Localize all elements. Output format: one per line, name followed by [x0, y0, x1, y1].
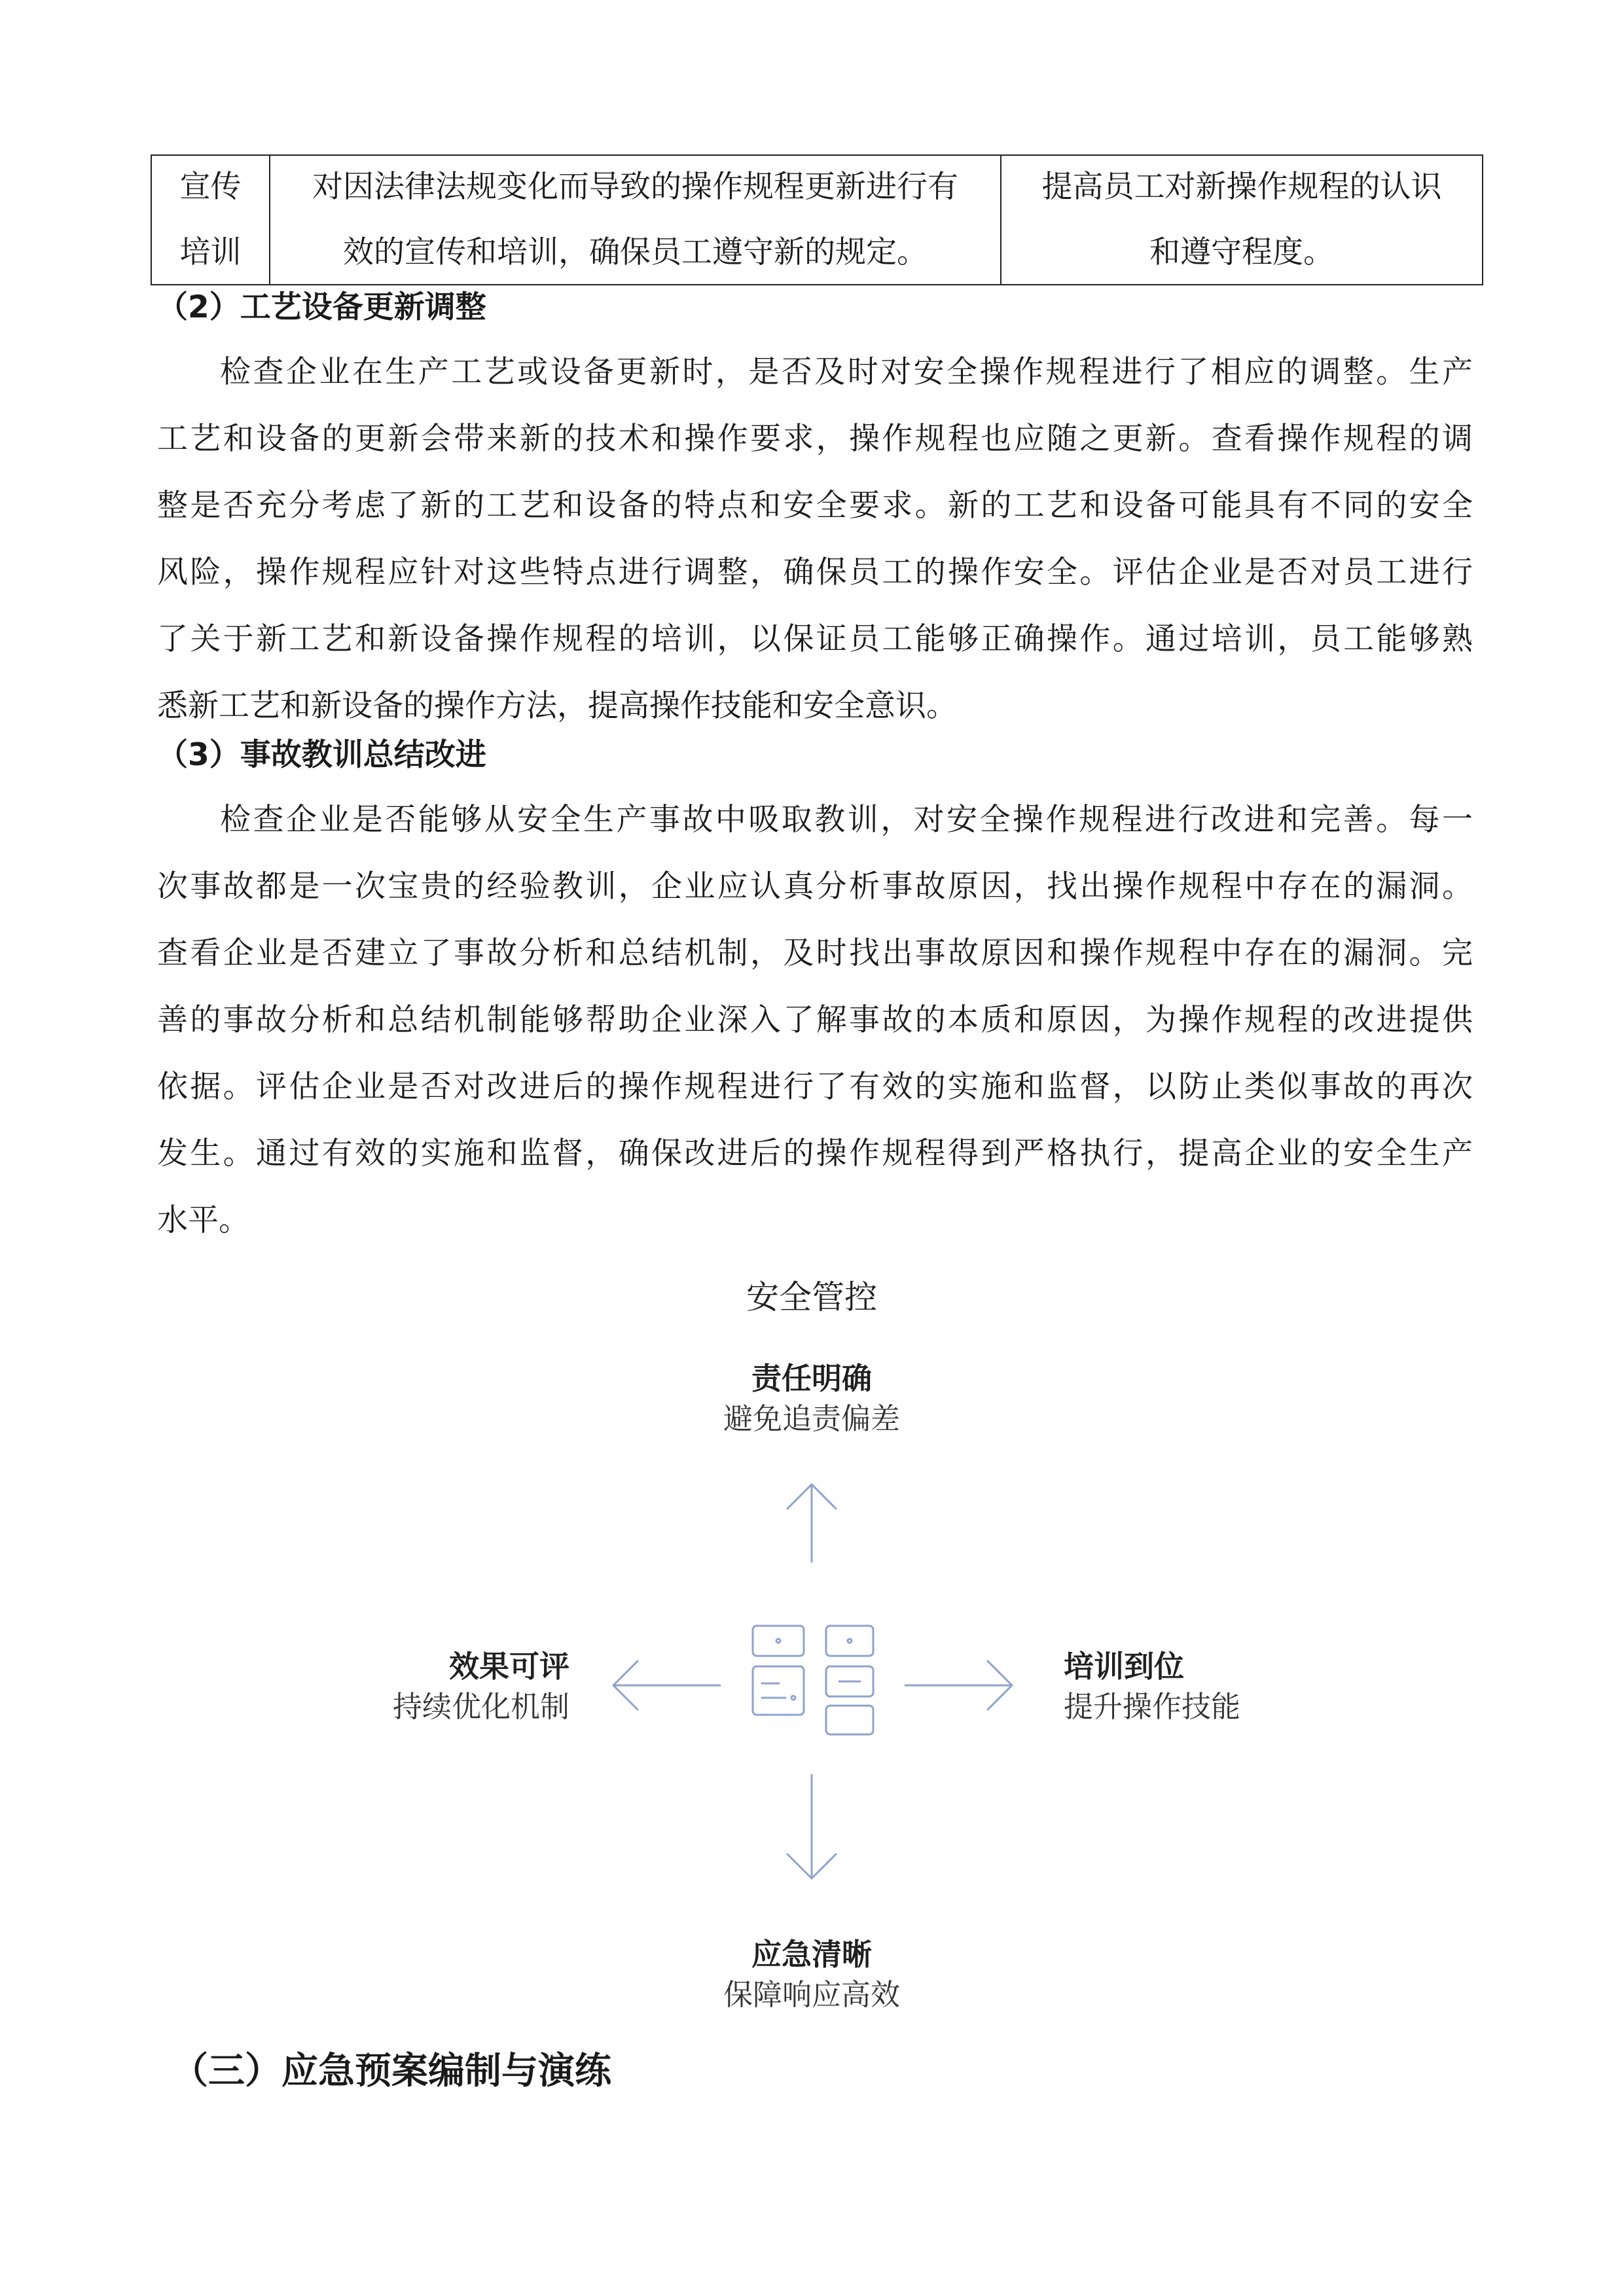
text-line: 风险，操作规程应针对这些特点进行调整，确保员工的操作安全。评估企业是否对员工进行 [157, 554, 1473, 590]
node-subtitle: 提升操作技能 [1064, 1689, 1241, 1724]
diagram-title: 安全管控 [746, 1278, 877, 1316]
text-line: 整是否充分考虑了新的工艺和设备的特点和安全要求。新的工艺和设备可能具有不同的安全 [157, 488, 1473, 524]
table-text: 效的宣传和培训，确保员工遵守新的规定。 [343, 234, 928, 270]
text-line: 水平。 [157, 1202, 249, 1238]
arrow-left-icon [613, 1661, 720, 1710]
table-text: 对因法律法规变化而导致的操作规程更新进行有 [312, 169, 958, 205]
arrow-down-icon [787, 1775, 836, 1878]
table-text: 和遵守程度。 [1149, 234, 1334, 270]
arrow-right-icon [905, 1661, 1012, 1710]
text-line: 检查企业在生产工艺或设备更新时，是否及时对安全操作规程进行了相应的调整。生产 [220, 354, 1473, 390]
text-line: 检查企业是否能够从安全生产事故中吸取教训，对安全操作规程进行改进和完善。每一 [220, 802, 1473, 838]
section-heading: （3）事故教训总结改进 [157, 737, 486, 773]
text-line: 查看企业是否建立了事故分析和总结机制，及时找出事故原因和操作规程中存在的漏洞。完 [157, 935, 1473, 971]
section-heading: （2）工艺设备更新调整 [157, 289, 486, 325]
text-line: 了关于新工艺和新设备操作规程的培训，以保证员工能够正确操作。通过培训，员工能够熟 [157, 621, 1473, 657]
text-line: 悉新工艺和新设备的操作方法，提高操作技能和安全意识。 [157, 688, 957, 724]
text-line: 次事故都是一次宝贵的经验教训，企业应认真分析事故原因，找出操作规程中存在的漏洞。 [157, 869, 1473, 905]
text-line: 依据。评估企业是否对改进后的操作规程进行了有效的实施和监督，以防止类似事故的再次 [157, 1069, 1473, 1105]
table-text: 培训 [179, 234, 242, 270]
node-title: 培训到位 [1064, 1649, 1184, 1684]
table-text: 宣传 [179, 169, 242, 205]
cabinet-icon [753, 1626, 873, 1734]
text-line: 工艺和设备的更新会带来新的技术和操作要求，操作规程也应随之更新。查看操作规程的调 [157, 421, 1473, 457]
node-subtitle: 避免追责偏差 [723, 1401, 900, 1436]
chapter-heading: （三）应急预案编制与演练 [171, 2050, 611, 2092]
text-line: 善的事故分析和总结机制能够帮助企业深入了解事故的本质和原因，为操作规程的改进提供 [157, 1002, 1473, 1038]
table-text: 提高员工对新操作规程的认识 [1041, 169, 1442, 205]
arrow-up-icon [787, 1484, 836, 1562]
node-title: 责任明确 [751, 1361, 872, 1396]
node-title: 应急清晰 [751, 1937, 872, 1972]
node-subtitle: 持续优化机制 [392, 1689, 569, 1724]
node-title: 效果可评 [449, 1649, 569, 1684]
text-line: 发生。通过有效的实施和监督，确保改进后的操作规程得到严格执行，提高企业的安全生产 [157, 1136, 1473, 1172]
node-subtitle: 保障响应高效 [723, 1977, 900, 2012]
